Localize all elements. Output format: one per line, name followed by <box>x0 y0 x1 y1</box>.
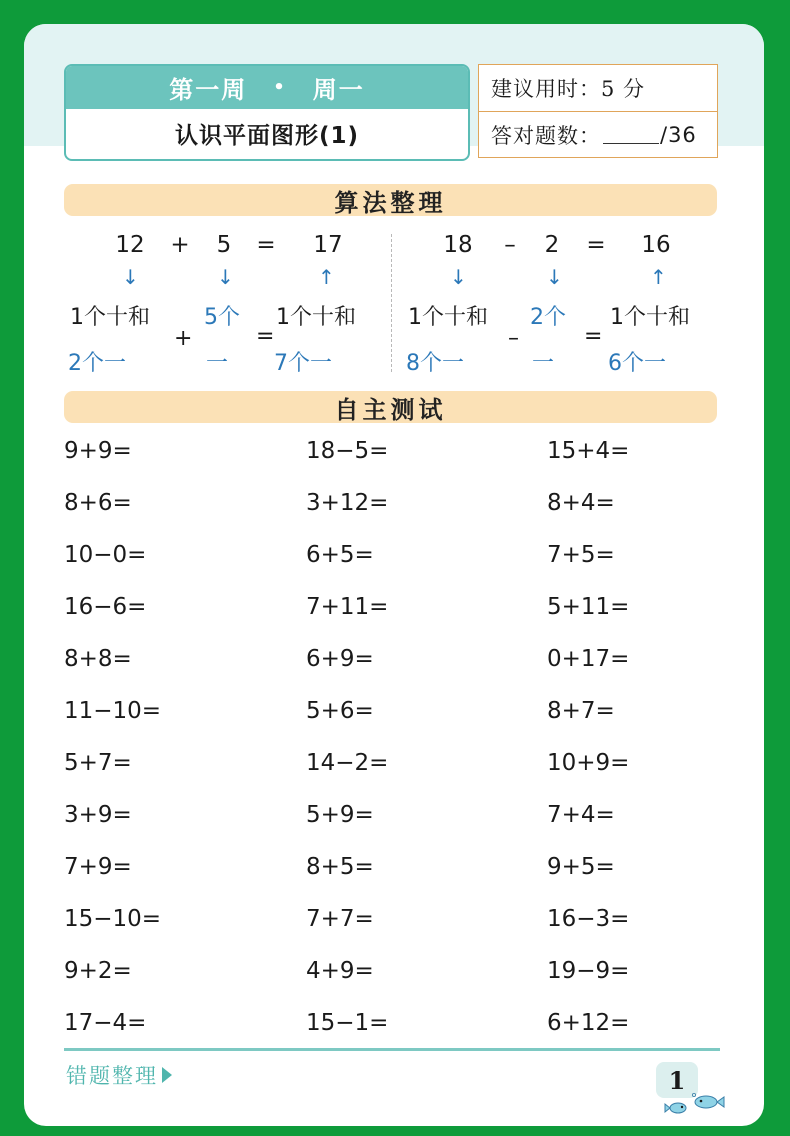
sub-operand-a: 18 <box>443 232 473 258</box>
add-a-tens: 1个十和 <box>70 305 150 330</box>
sub-a-tens: 1个十和 <box>408 305 488 330</box>
worksheet-page <box>24 24 764 1126</box>
title-box <box>64 64 470 161</box>
add-equals: = <box>256 232 276 258</box>
problem-item: 7+9= <box>64 854 132 880</box>
problem-item: 8+5= <box>306 854 374 880</box>
add-r-ones: 7个一 <box>274 351 332 376</box>
problem-item: 8+7= <box>547 698 615 724</box>
problem-item: 9+2= <box>64 958 132 984</box>
add-equals-sign: = <box>256 324 275 349</box>
problem-item: 8+8= <box>64 646 132 672</box>
add-b-ones-top: 5个 <box>204 305 240 330</box>
problem-item: 10−0= <box>64 542 147 568</box>
add-result: 17 <box>313 232 343 258</box>
sub-result: 16 <box>641 232 671 258</box>
info-box <box>478 64 718 158</box>
week-label: 第一周 <box>169 76 248 104</box>
week-day-heading <box>66 66 468 109</box>
down-arrow-icon: ↓ <box>122 265 139 289</box>
problem-item: 14−2= <box>306 750 389 776</box>
correct-count-row <box>479 111 717 157</box>
sub-r-ones: 6个一 <box>608 351 666 376</box>
mistakes-review-link[interactable] <box>66 1060 172 1090</box>
sub-a-ones: 8个一 <box>406 351 464 376</box>
mistakes-review-label: 错题整理 <box>66 1064 158 1088</box>
problem-item: 3+9= <box>64 802 132 828</box>
problem-item: 4+9= <box>306 958 374 984</box>
problem-item: 11−10= <box>64 698 162 724</box>
up-arrow-icon: ↑ <box>318 265 335 289</box>
correct-count-blank[interactable] <box>603 125 659 144</box>
down-arrow-icon: ↓ <box>546 265 563 289</box>
problem-item: 6+5= <box>306 542 374 568</box>
down-arrow-icon: ↓ <box>217 265 234 289</box>
problem-item: 6+12= <box>547 1010 630 1036</box>
problem-item: 6+9= <box>306 646 374 672</box>
problem-item: 15−10= <box>64 906 162 932</box>
problem-item: 10+9= <box>547 750 630 776</box>
down-arrow-icon: ↓ <box>450 265 467 289</box>
sub-equals-sign: = <box>584 324 603 349</box>
example-divider <box>391 234 392 372</box>
method-section-heading: 算法整理 <box>64 184 717 216</box>
problem-item: 7+5= <box>547 542 615 568</box>
problem-item: 7+7= <box>306 906 374 932</box>
add-a-ones: 2个一 <box>68 351 126 376</box>
separator-dot: • <box>273 77 287 98</box>
add-plus-sign: + <box>174 326 193 351</box>
problem-item: 7+11= <box>306 594 389 620</box>
sub-b-ones-bottom: 一 <box>532 351 555 376</box>
suggested-time: 建议用时：5 分 <box>491 77 646 101</box>
problem-item: 3+12= <box>306 490 389 516</box>
problem-item: 5+6= <box>306 698 374 724</box>
correct-count-total: /36 <box>660 122 697 147</box>
problem-item: 9+9= <box>64 438 132 464</box>
add-r-tens: 1个十和 <box>276 305 356 330</box>
problem-item: 19−9= <box>547 958 630 984</box>
add-b-ones-bottom: 一 <box>206 351 229 376</box>
add-operand-b: 5 <box>216 232 232 258</box>
sub-r-tens: 1个十和 <box>610 305 690 330</box>
lesson-title: 认识平面图形(1) <box>174 122 360 149</box>
up-arrow-icon: ↑ <box>650 265 667 289</box>
correct-count-label: 答对题数： <box>491 123 601 148</box>
fish-decoration-icon <box>664 1090 726 1116</box>
add-operand-a: 12 <box>115 232 145 258</box>
problem-item: 5+7= <box>64 750 132 776</box>
problem-item: 16−6= <box>64 594 147 620</box>
problem-item: 8+6= <box>64 490 132 516</box>
problem-item: 8+4= <box>547 490 615 516</box>
problem-item: 5+11= <box>547 594 630 620</box>
problem-item: 15−1= <box>306 1010 389 1036</box>
problem-item: 5+9= <box>306 802 374 828</box>
problem-item: 9+5= <box>547 854 615 880</box>
add-operator: + <box>170 232 190 258</box>
problem-item: 17−4= <box>64 1010 147 1036</box>
problem-item: 7+4= <box>547 802 615 828</box>
sub-minus-sign: – <box>508 326 519 351</box>
problem-item: 0+17= <box>547 646 630 672</box>
problem-item: 15+4= <box>547 438 630 464</box>
footer-rule <box>64 1048 720 1051</box>
problem-item: 18−5= <box>306 438 389 464</box>
sub-equals: = <box>586 232 606 258</box>
test-section-heading: 自主测试 <box>64 391 717 423</box>
sub-b-ones-top: 2个 <box>530 305 566 330</box>
play-triangle-icon <box>162 1067 172 1083</box>
sub-operand-b: 2 <box>544 232 560 258</box>
day-label: 周一 <box>312 76 365 104</box>
page-number: 1 <box>656 1062 698 1098</box>
problem-item: 16−3= <box>547 906 630 932</box>
sub-operator: – <box>504 232 516 258</box>
